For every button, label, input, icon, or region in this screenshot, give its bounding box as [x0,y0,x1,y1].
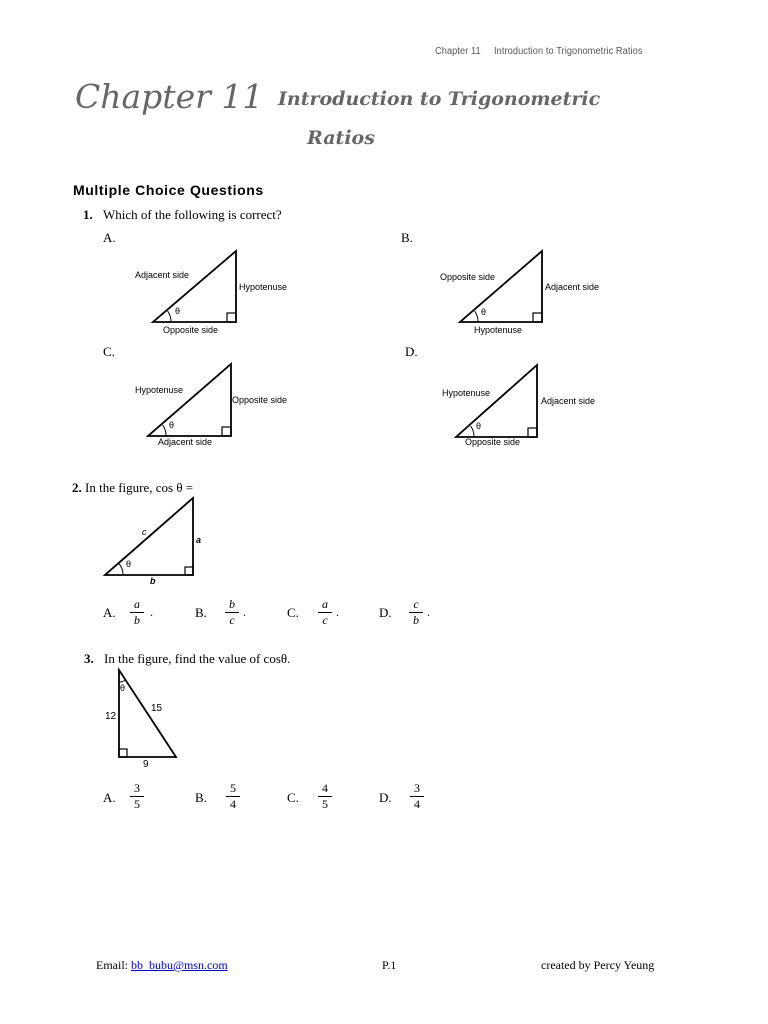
q3-option-d-letter: D. [379,790,392,805]
section-heading: Multiple Choice Questions [73,182,264,198]
q3-option-d-num: 3 [414,781,420,795]
q3-triangle [98,665,198,770]
q2-text: In the figure, cos θ = [85,480,194,495]
q3-option-b-fraction [223,782,243,811]
q2-option-d-fraction [406,598,426,627]
q3-number: 3. [84,651,94,666]
q1b-top-label: Opposite side [440,272,496,282]
footer-credit: created by Percy Yeung [541,958,655,972]
q3-option-c-letter: C. [287,790,299,805]
q1b-theta-label: θ [481,307,487,317]
q3-option-b-num: 5 [230,781,236,795]
q2-option-b-den: c [229,613,235,627]
q1a-side-label: Hypotenuse [239,282,288,292]
q3-option-c-num: 4 [322,781,328,795]
q2-option-b-letter: B. [195,605,207,620]
chapter-subtitle-line1: Introduction to Trigonometric [278,88,601,110]
q1-option-a-letter: A. [103,230,116,245]
q1d-side-label: Adjacent side [541,396,596,406]
footer-email-label: Email: [96,958,128,972]
q1a-theta-label: θ [175,306,181,316]
q2-option-a-fraction [127,598,147,627]
q1a-base-label: Opposite side [163,325,219,335]
q1b-base-label: Hypotenuse [474,325,523,335]
q1b-side-label: Adjacent side [545,282,600,292]
q2-option-d-letter: D. [379,605,392,620]
q2-hyp-label: c [142,527,147,537]
q3-option-c-fraction [315,782,335,811]
q3-option-a-den: 5 [134,797,140,811]
q3-option-a-letter: A. [103,790,116,805]
footer-page-number: P.1 [382,958,397,972]
q2-base-label: b [150,576,156,586]
q1d-base-label: Opposite side [465,437,521,447]
q1c-top-label: Hypotenuse [135,385,184,395]
q1a-top-label: Adjacent side [135,270,190,280]
q1-option-d-letter: D. [405,344,418,359]
q3-theta-label: θ [120,683,126,693]
q2-option-a-den: b [134,613,140,627]
q1c-base-label: Adjacent side [158,437,213,447]
q1-triangle-d [430,358,620,453]
q2-option-a-letter: A. [103,605,116,620]
q1-number: 1. [83,207,93,222]
q2-number: 2. [72,480,82,495]
q3-option-d-fraction [407,782,427,811]
q2-theta-label: θ [126,559,132,569]
q3-option-b-letter: B. [195,790,207,805]
footer-email [96,958,228,973]
q3-side-label: 12 [105,711,117,722]
footer-email-link[interactable]: bb_bubu@msn.com [131,958,228,972]
q1d-theta-label: θ [476,421,482,431]
q1c-theta-label: θ [169,420,175,430]
q3-option-c-den: 5 [322,797,328,811]
q1-triangle-a [130,245,310,340]
q1-option-c-letter: C. [103,344,115,359]
q3-hyp-label: 15 [151,703,163,714]
q3-text: In the figure, find the value of cosθ. [104,651,291,666]
q1-triangle-c [130,358,310,453]
q2-side-label: a [196,535,202,545]
q1-triangle-b [430,245,620,340]
q3-option-b-den: 4 [230,797,236,811]
q3-option-a-num: 3 [134,781,140,795]
q1c-side-label: Opposite side [232,395,288,405]
q2-option-a-num: a [134,597,140,611]
q2-option-d-num: c [413,597,419,611]
running-header-chapter: Chapter 11 [435,46,481,57]
q1-text: Which of the following is correct? [103,207,282,222]
q2-option-c-den: c [322,613,328,627]
q2-option-c-letter: C. [287,605,299,620]
q2-triangle [100,492,220,587]
q1d-top-label: Hypotenuse [442,388,491,398]
q3-option-a-fraction [127,782,147,811]
q3-option-d-den: 4 [414,797,420,811]
q2-option-c-fraction [315,598,335,627]
running-header-topic: Introduction to Trigonometric Ratios [494,46,643,57]
q2-option-c-num: a [322,597,328,611]
chapter-subtitle-line2: Ratios [307,127,375,149]
q3-base-label: 9 [143,759,149,770]
running-header [435,46,643,57]
q1-option-b-letter: B. [401,230,413,245]
q2-option-b-num: b [229,597,235,611]
q2-option-b-fraction [222,598,242,627]
chapter-title: Chapter 11 [75,77,264,116]
q2-option-d-den: b [413,613,419,627]
